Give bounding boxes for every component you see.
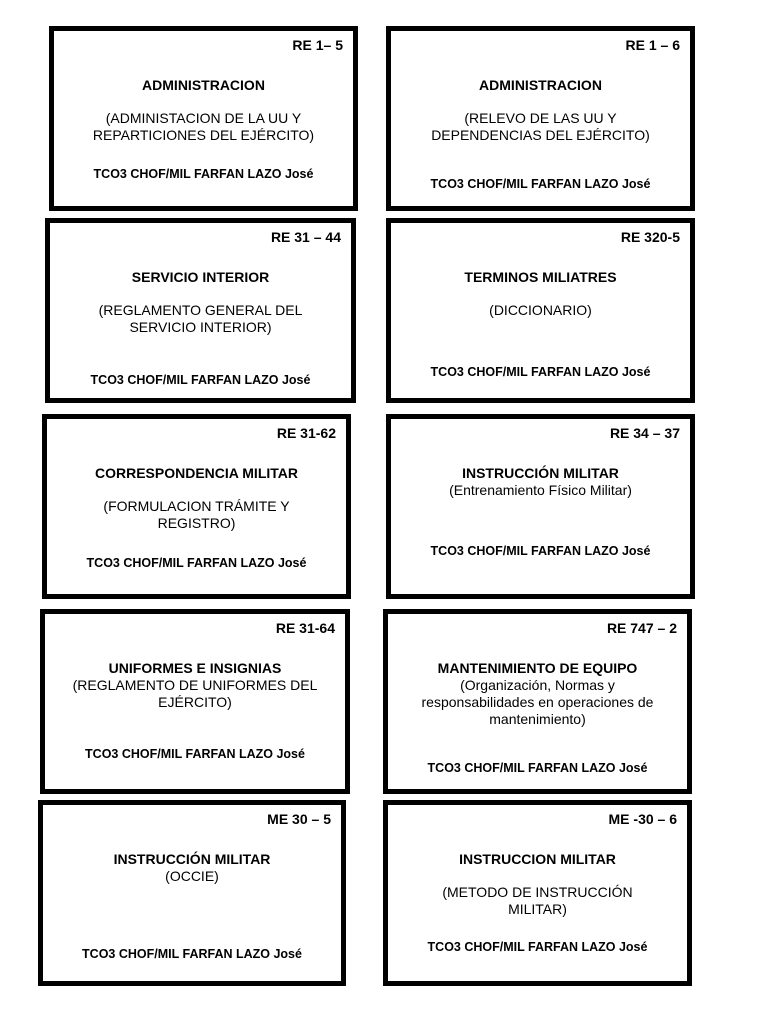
card-author: TCO3 CHOF/MIL FARFAN LAZO José	[427, 940, 648, 954]
card-subtitle	[53, 498, 340, 532]
card-subtitle	[394, 677, 681, 728]
label-card-re-1-5	[49, 26, 358, 211]
card-author: TCO3 CHOF/MIL FARFAN LAZO José	[90, 373, 311, 387]
label-card-re-320-5	[386, 218, 695, 403]
card-code: RE 31 – 44	[270, 229, 341, 245]
label-card-re-34-37	[386, 414, 695, 599]
label-card-re-1-6	[386, 26, 695, 211]
card-subtitle-line: EJÉRCITO)	[158, 694, 232, 710]
card-subtitle-line: (METODO DE INSTRUCCIÓN	[442, 884, 633, 900]
card-code: RE 34 – 37	[609, 425, 680, 441]
card-subtitle-line: (REGLAMENTO DE UNIFORMES DEL	[72, 677, 318, 693]
card-subtitle-line: responsabilidades en operaciones de	[421, 694, 654, 710]
card-code: RE 31-64	[275, 620, 335, 636]
card-title: ADMINISTRACION	[479, 77, 602, 93]
card-code: ME 30 – 5	[267, 811, 331, 827]
card-author: TCO3 CHOF/MIL FARFAN LAZO José	[93, 167, 314, 181]
card-title: INSTRUCCION MILITAR	[459, 851, 616, 867]
card-code: RE 320-5	[620, 229, 680, 245]
card-subtitle-line: REPARTICIONES DEL EJÉRCITO)	[92, 127, 315, 143]
card-subtitle-line: REGISTRO)	[157, 515, 236, 531]
card-code: RE 31-62	[276, 425, 336, 441]
card-subtitle-line: (Organización, Normas y	[460, 677, 615, 693]
card-subtitle	[56, 302, 345, 336]
card-subtitle-line: MILITAR)	[508, 901, 567, 917]
label-card-re-747-2	[383, 609, 692, 794]
card-subtitle-line: (FORMULACION TRÁMITE Y	[103, 498, 290, 514]
card-subtitle	[397, 110, 684, 144]
card-author: TCO3 CHOF/MIL FARFAN LAZO José	[86, 556, 307, 570]
card-author: TCO3 CHOF/MIL FARFAN LAZO José	[430, 365, 651, 379]
card-author: TCO3 CHOF/MIL FARFAN LAZO José	[82, 947, 302, 961]
card-subtitle-line: (RELEVO DE LAS UU Y	[464, 110, 617, 126]
card-author: TCO3 CHOF/MIL FARFAN LAZO José	[430, 177, 651, 191]
card-title: MANTENIMIENTO DE EQUIPO	[437, 660, 638, 676]
card-subtitle-line: (DICCIONARIO)	[489, 302, 592, 318]
card-subtitle-line: (ADMINISTACION DE LA UU Y	[105, 110, 302, 126]
card-subtitle	[51, 677, 339, 711]
card-subtitle	[397, 482, 684, 499]
card-title: UNIFORMES E INSIGNIAS	[108, 660, 282, 676]
card-subtitle	[49, 868, 335, 885]
card-subtitle-line: mantenimiento)	[489, 711, 586, 727]
card-title: INSTRUCCIÓN MILITAR	[462, 465, 619, 481]
card-title: ADMINISTRACION	[142, 77, 265, 93]
card-title: SERVICIO INTERIOR	[131, 269, 270, 285]
card-subtitle-line: (Entrenamiento Físico Militar)	[449, 482, 632, 498]
label-card-me-30-5	[38, 800, 346, 986]
card-author: TCO3 CHOF/MIL FARFAN LAZO José	[427, 761, 648, 775]
card-title: INSTRUCCIÓN MILITAR	[113, 851, 271, 867]
card-subtitle	[394, 884, 681, 918]
card-subtitle-line: DEPENDENCIAS DEL EJÉRCITO)	[431, 127, 650, 143]
card-author: TCO3 CHOF/MIL FARFAN LAZO José	[85, 747, 305, 761]
card-subtitle	[60, 110, 347, 144]
label-card-re-31-64	[40, 609, 350, 794]
card-subtitle-line: (OCCIE)	[165, 868, 219, 884]
card-author: TCO3 CHOF/MIL FARFAN LAZO José	[430, 544, 651, 558]
card-subtitle	[397, 302, 684, 319]
label-card-re-31-62	[42, 414, 351, 599]
card-code: RE 747 – 2	[606, 620, 677, 636]
card-subtitle-line: (REGLAMENTO GENERAL DEL	[98, 302, 303, 318]
card-subtitle-line: SERVICIO INTERIOR)	[129, 319, 272, 335]
card-title: CORRESPONDENCIA MILITAR	[95, 465, 298, 481]
card-code: RE 1 – 6	[625, 37, 680, 53]
label-card-re-31-44	[45, 218, 356, 403]
card-code: ME -30 – 6	[608, 811, 677, 827]
card-code: RE 1– 5	[292, 37, 343, 53]
card-title: TERMINOS MILIATRES	[464, 269, 617, 285]
label-card-me-30-6	[383, 800, 692, 986]
